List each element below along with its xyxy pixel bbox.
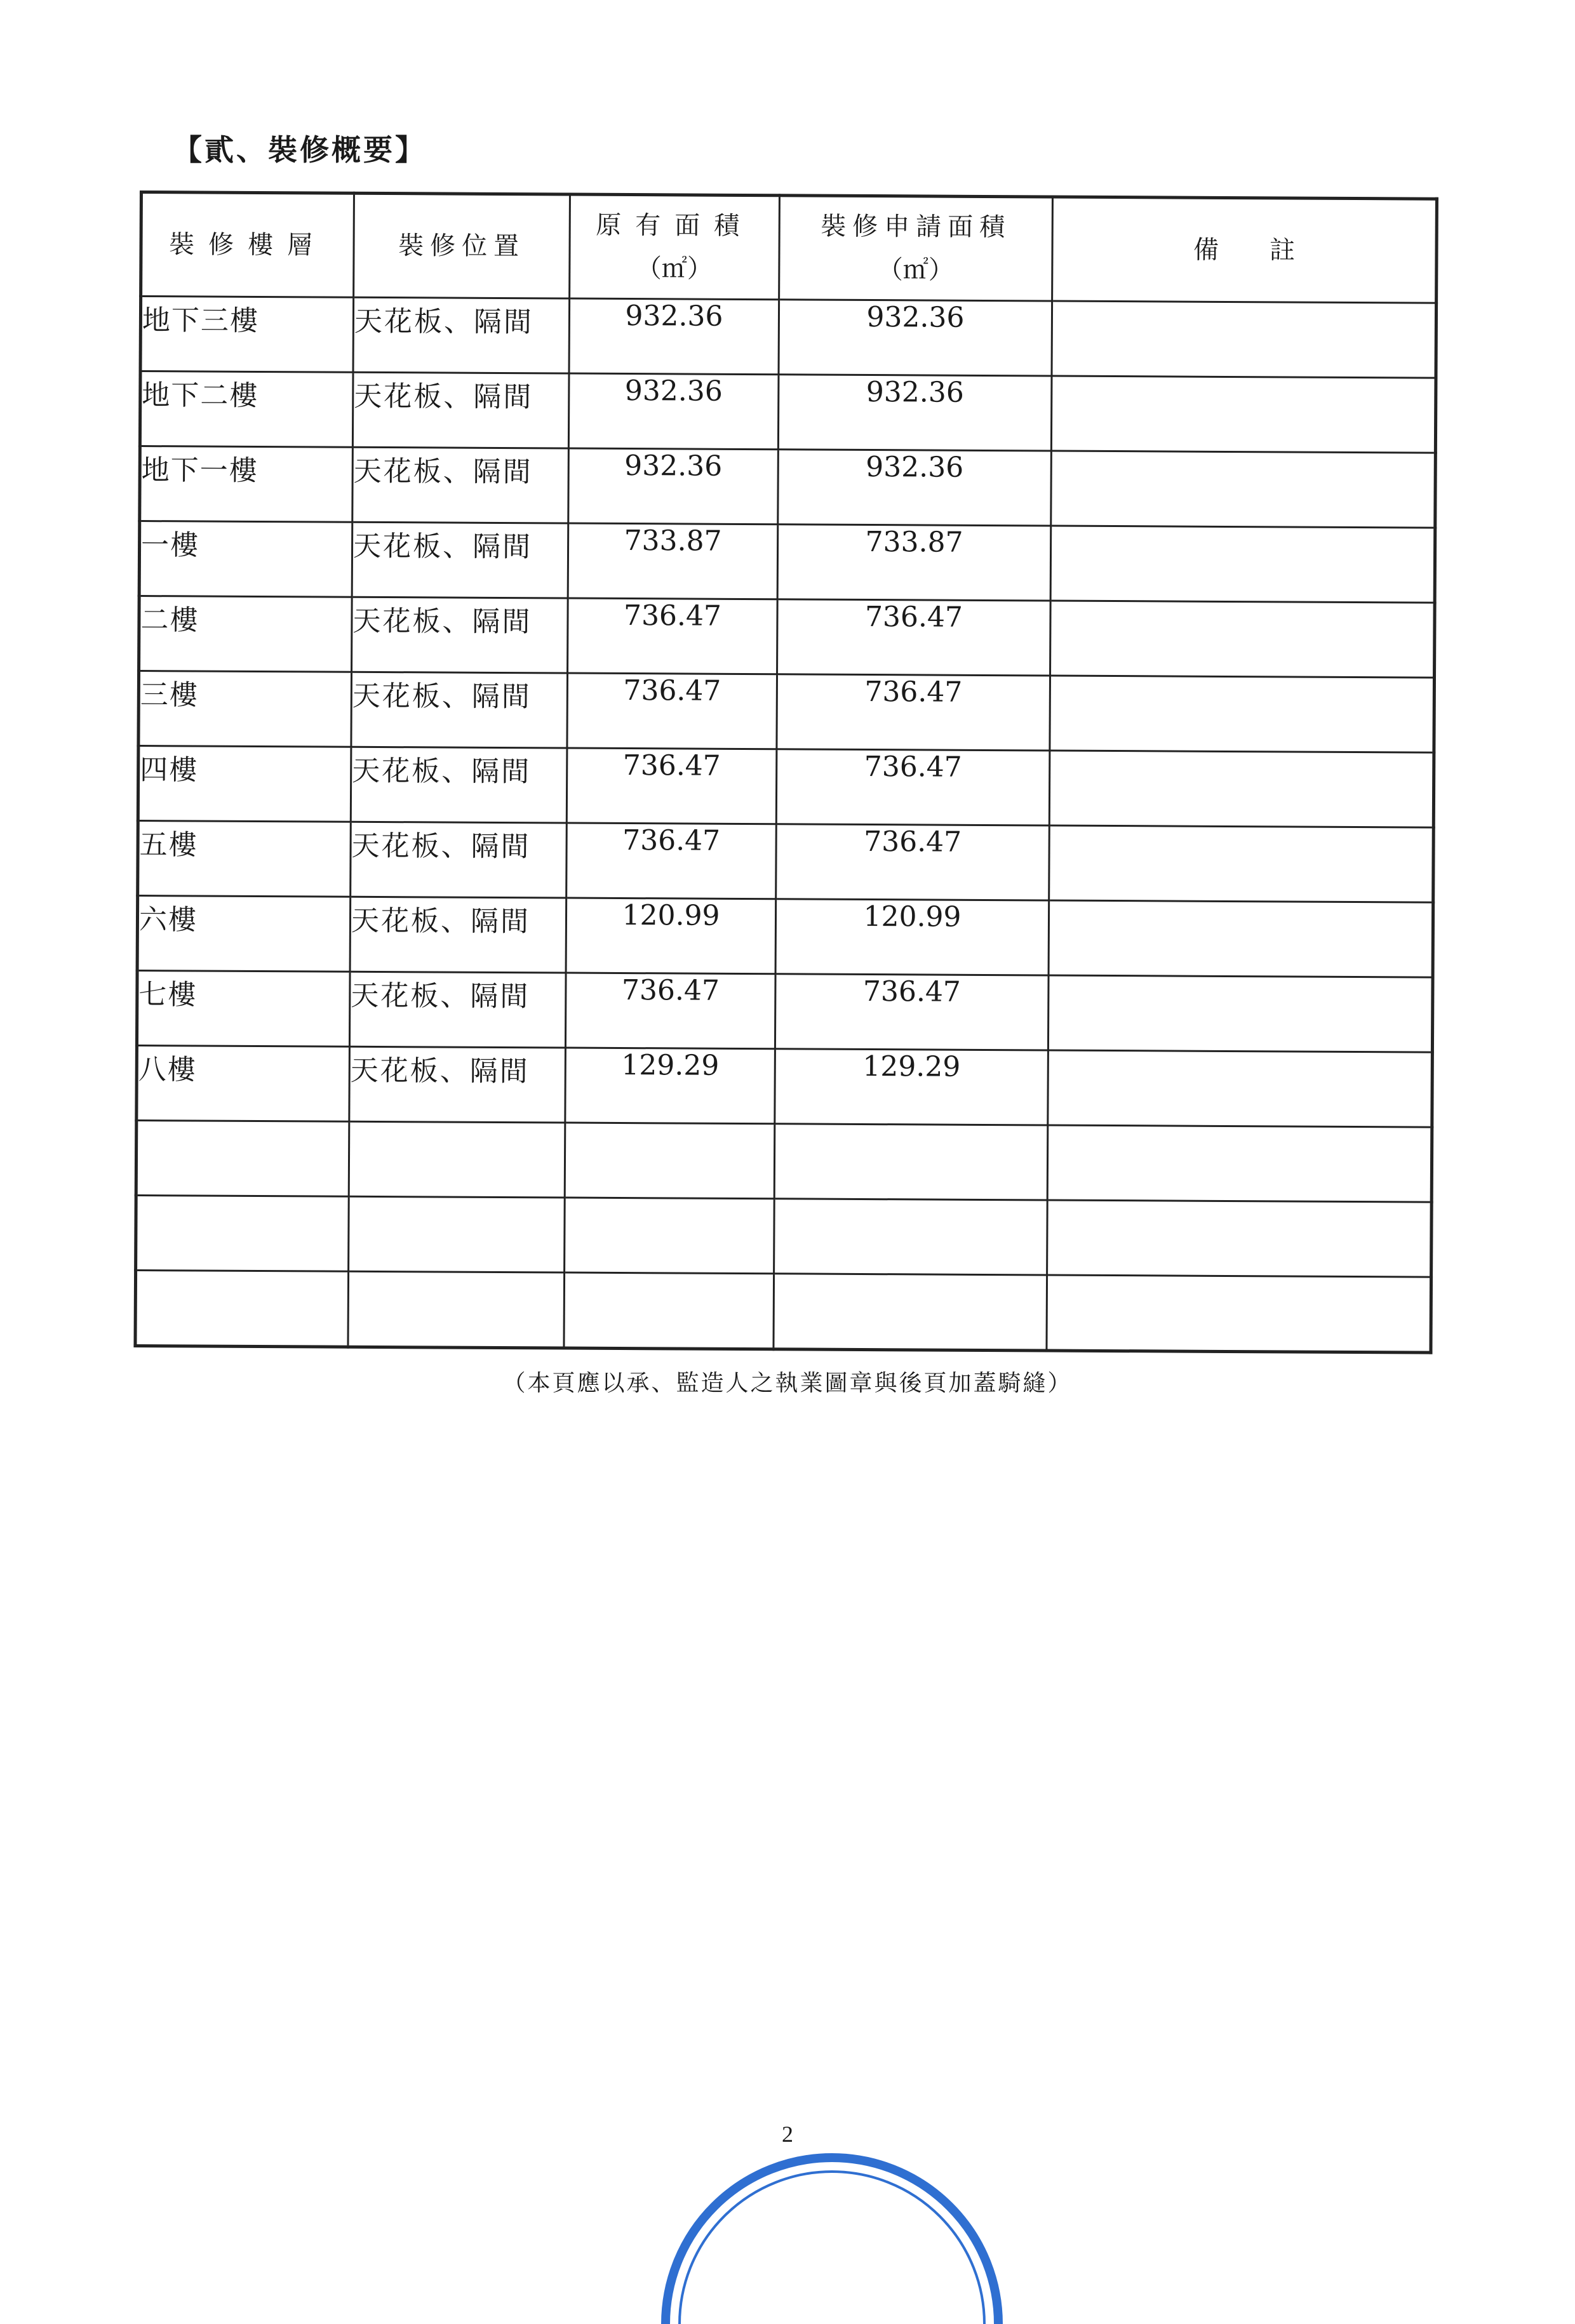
position-cell: 天花板、隔間 xyxy=(351,747,567,823)
floor-cell xyxy=(136,1195,349,1271)
renovation-summary-table xyxy=(133,190,1438,1354)
original-area-cell: 736.47 xyxy=(568,598,778,674)
floor-cell: 七樓 xyxy=(137,970,350,1046)
requested-area-cell xyxy=(774,1274,1047,1351)
floor-cell: 一樓 xyxy=(139,521,352,598)
floor-cell: 四樓 xyxy=(138,746,351,822)
header-requested-area: 裝修申請面積 （㎡） xyxy=(779,196,1053,301)
requested-area-cell: 733.87 xyxy=(777,524,1051,601)
note-cell xyxy=(1048,975,1433,1052)
floor-cell: 八樓 xyxy=(137,1045,350,1121)
position-cell: 天花板、隔間 xyxy=(350,897,566,973)
floor-cell: 地下二樓 xyxy=(140,371,353,448)
original-area-cell: 736.47 xyxy=(567,673,777,749)
section-title: 【貳、裝修概要】 xyxy=(173,133,427,167)
renovation-summary-table-wrap xyxy=(134,190,1435,1347)
note-cell xyxy=(1048,1050,1433,1127)
original-area-cell: 733.87 xyxy=(568,523,778,599)
requested-area-cell: 736.47 xyxy=(777,674,1050,751)
table-row xyxy=(136,1120,1432,1202)
requested-area-cell: 736.47 xyxy=(775,974,1049,1050)
requested-area-cell: 736.47 xyxy=(777,599,1051,676)
floor-cell: 二樓 xyxy=(139,596,352,672)
table-row xyxy=(140,446,1436,528)
position-cell: 天花板、隔間 xyxy=(351,672,568,748)
table-row xyxy=(137,1045,1433,1127)
original-area-cell xyxy=(565,1198,775,1274)
header-original-area: 原有面積 （㎡） xyxy=(570,194,780,300)
table-row xyxy=(135,1270,1431,1352)
position-cell xyxy=(349,1121,565,1198)
original-area-cell xyxy=(565,1123,775,1199)
table-row xyxy=(140,371,1436,453)
note-cell xyxy=(1047,1125,1432,1202)
floor-cell: 六樓 xyxy=(137,895,351,972)
original-area-cell: 932.36 xyxy=(568,373,779,450)
requested-area-cell: 932.36 xyxy=(778,450,1052,526)
table-row xyxy=(139,521,1435,603)
note-cell xyxy=(1047,1200,1432,1277)
position-cell: 天花板、隔間 xyxy=(349,1046,566,1123)
position-cell: 天花板、隔間 xyxy=(352,597,568,673)
floor-cell: 地下三樓 xyxy=(140,297,354,373)
requested-area-cell: 120.99 xyxy=(775,899,1049,975)
page-number: 2 xyxy=(782,2121,793,2147)
floor-cell xyxy=(135,1270,349,1347)
position-cell: 天花板、隔間 xyxy=(352,372,569,448)
position-cell xyxy=(348,1271,565,1348)
original-area-cell: 736.47 xyxy=(565,973,775,1049)
position-cell: 天花板、隔間 xyxy=(352,522,568,598)
requested-area-cell: 736.47 xyxy=(776,824,1050,900)
table-row xyxy=(140,297,1437,378)
position-cell xyxy=(349,1196,565,1272)
table-row xyxy=(137,895,1433,977)
original-area-cell: 932.36 xyxy=(569,298,779,375)
table-row xyxy=(138,671,1435,753)
footer-note: （本頁應以承、監造人之執業圖章與後頁加蓋騎縫） xyxy=(502,1370,1073,1396)
company-stamp xyxy=(660,2134,1003,2324)
requested-area-cell: 932.36 xyxy=(778,375,1052,451)
header-position: 裝修位置 xyxy=(354,193,570,298)
table-row xyxy=(136,1195,1432,1277)
note-cell xyxy=(1052,301,1437,378)
note-cell xyxy=(1047,1275,1431,1352)
table-row xyxy=(138,820,1434,902)
header-note: 備 註 xyxy=(1052,197,1437,303)
header-floor: 裝修樓層 xyxy=(141,192,354,298)
floor-cell xyxy=(136,1120,349,1196)
original-area-cell: 120.99 xyxy=(566,898,776,974)
floor-cell: 地下一樓 xyxy=(140,446,353,523)
table-row xyxy=(138,746,1434,828)
requested-area-cell: 129.29 xyxy=(775,1049,1049,1125)
requested-area-cell xyxy=(774,1124,1048,1200)
note-cell xyxy=(1049,825,1434,902)
requested-area-cell xyxy=(774,1199,1048,1275)
table-header-row xyxy=(141,192,1437,304)
note-cell xyxy=(1050,601,1435,678)
position-cell: 天花板、隔間 xyxy=(351,822,567,898)
table-row xyxy=(137,970,1433,1052)
note-cell xyxy=(1050,676,1435,752)
note-cell xyxy=(1051,376,1436,453)
note-cell xyxy=(1050,526,1435,603)
original-area-cell xyxy=(564,1272,774,1349)
unit-label: （㎡） xyxy=(877,255,954,285)
unit-label: （㎡） xyxy=(636,254,713,284)
floor-cell: 五樓 xyxy=(138,820,351,897)
position-cell: 天花板、隔間 xyxy=(349,972,566,1048)
note-cell xyxy=(1051,451,1436,528)
note-cell xyxy=(1049,751,1434,827)
requested-area-cell: 932.36 xyxy=(779,300,1052,376)
floor-cell: 三樓 xyxy=(138,671,352,747)
original-area-cell: 932.36 xyxy=(568,448,779,524)
table-row xyxy=(139,596,1435,678)
note-cell xyxy=(1049,900,1433,977)
requested-area-cell: 736.47 xyxy=(776,749,1050,825)
position-cell: 天花板、隔間 xyxy=(353,297,570,373)
original-area-cell: 736.47 xyxy=(566,748,777,824)
original-area-cell: 129.29 xyxy=(565,1048,775,1124)
original-area-cell: 736.47 xyxy=(566,823,777,899)
position-cell: 天花板、隔間 xyxy=(352,447,569,523)
